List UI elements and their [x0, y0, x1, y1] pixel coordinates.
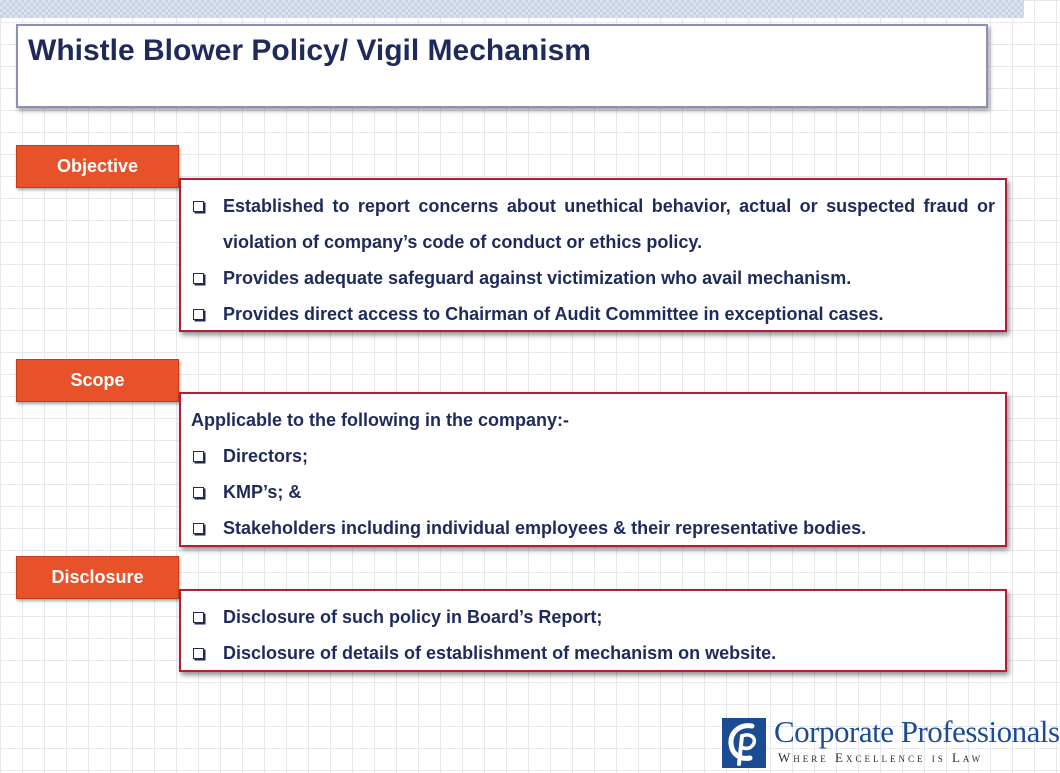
- logo-company-name: Corporate Professionals: [774, 714, 1060, 749]
- scope-item-text: Directors;: [223, 446, 309, 466]
- page-title: Whistle Blower Policy/ Vigil Mechanism: [28, 34, 591, 67]
- scope-item-text: Stakeholders including individual employees & their representative bodies.: [223, 518, 867, 538]
- disclosure-panel: [179, 589, 1007, 672]
- title-box: [16, 24, 988, 108]
- scope-item-text: KMP’s; &: [223, 482, 302, 502]
- checkbox-bullet-icon: [191, 599, 223, 635]
- scope-intro-text: Applicable to the following in the company:-: [191, 410, 569, 430]
- scope-label: Scope: [70, 370, 125, 390]
- objective-item-text: Provides direct access to Chairman of Audit Committee in exceptional cases.: [223, 304, 884, 324]
- list-item: [191, 510, 995, 546]
- scope-tag: [16, 359, 179, 402]
- logo-tagline: Where Excellence is Law: [778, 750, 984, 765]
- checkbox-bullet-icon: [191, 260, 223, 296]
- objective-item-text: Established to report concerns about unethical behavior, actual or suspected fraud or violation of company’s code of conduct or ethics policy.: [223, 196, 995, 252]
- list-item: [191, 260, 995, 296]
- cp-logo-icon: [722, 718, 766, 768]
- objective-label: Objective: [56, 156, 139, 176]
- disclosure-tag: [16, 556, 179, 599]
- checkbox-bullet-icon: [191, 438, 223, 474]
- disclosure-item-text: Disclosure of such policy in Board’s Report;: [223, 607, 603, 627]
- top-decorative-strip: [0, 0, 1024, 18]
- checkbox-bullet-icon: [191, 188, 223, 224]
- list-item: [191, 635, 995, 671]
- scope-panel: [179, 392, 1007, 547]
- disclosure-label: Disclosure: [51, 567, 144, 587]
- list-item: [191, 474, 995, 510]
- objective-tag: [16, 145, 179, 188]
- objective-panel: [179, 178, 1007, 332]
- checkbox-bullet-icon: [191, 474, 223, 510]
- list-item: [191, 188, 995, 260]
- scope-intro: [191, 402, 995, 438]
- checkbox-bullet-icon: [191, 510, 223, 546]
- list-item: [191, 296, 995, 332]
- list-item: [191, 599, 995, 635]
- checkbox-bullet-icon: [191, 296, 223, 332]
- disclosure-item-text: Disclosure of details of establishment of mechanism on website.: [223, 643, 777, 663]
- list-item: [191, 438, 995, 474]
- objective-item-text: Provides adequate safeguard against victimization who avail mechanism.: [223, 268, 852, 288]
- checkbox-bullet-icon: [191, 635, 223, 671]
- corporate-professionals-logo: [722, 714, 1060, 768]
